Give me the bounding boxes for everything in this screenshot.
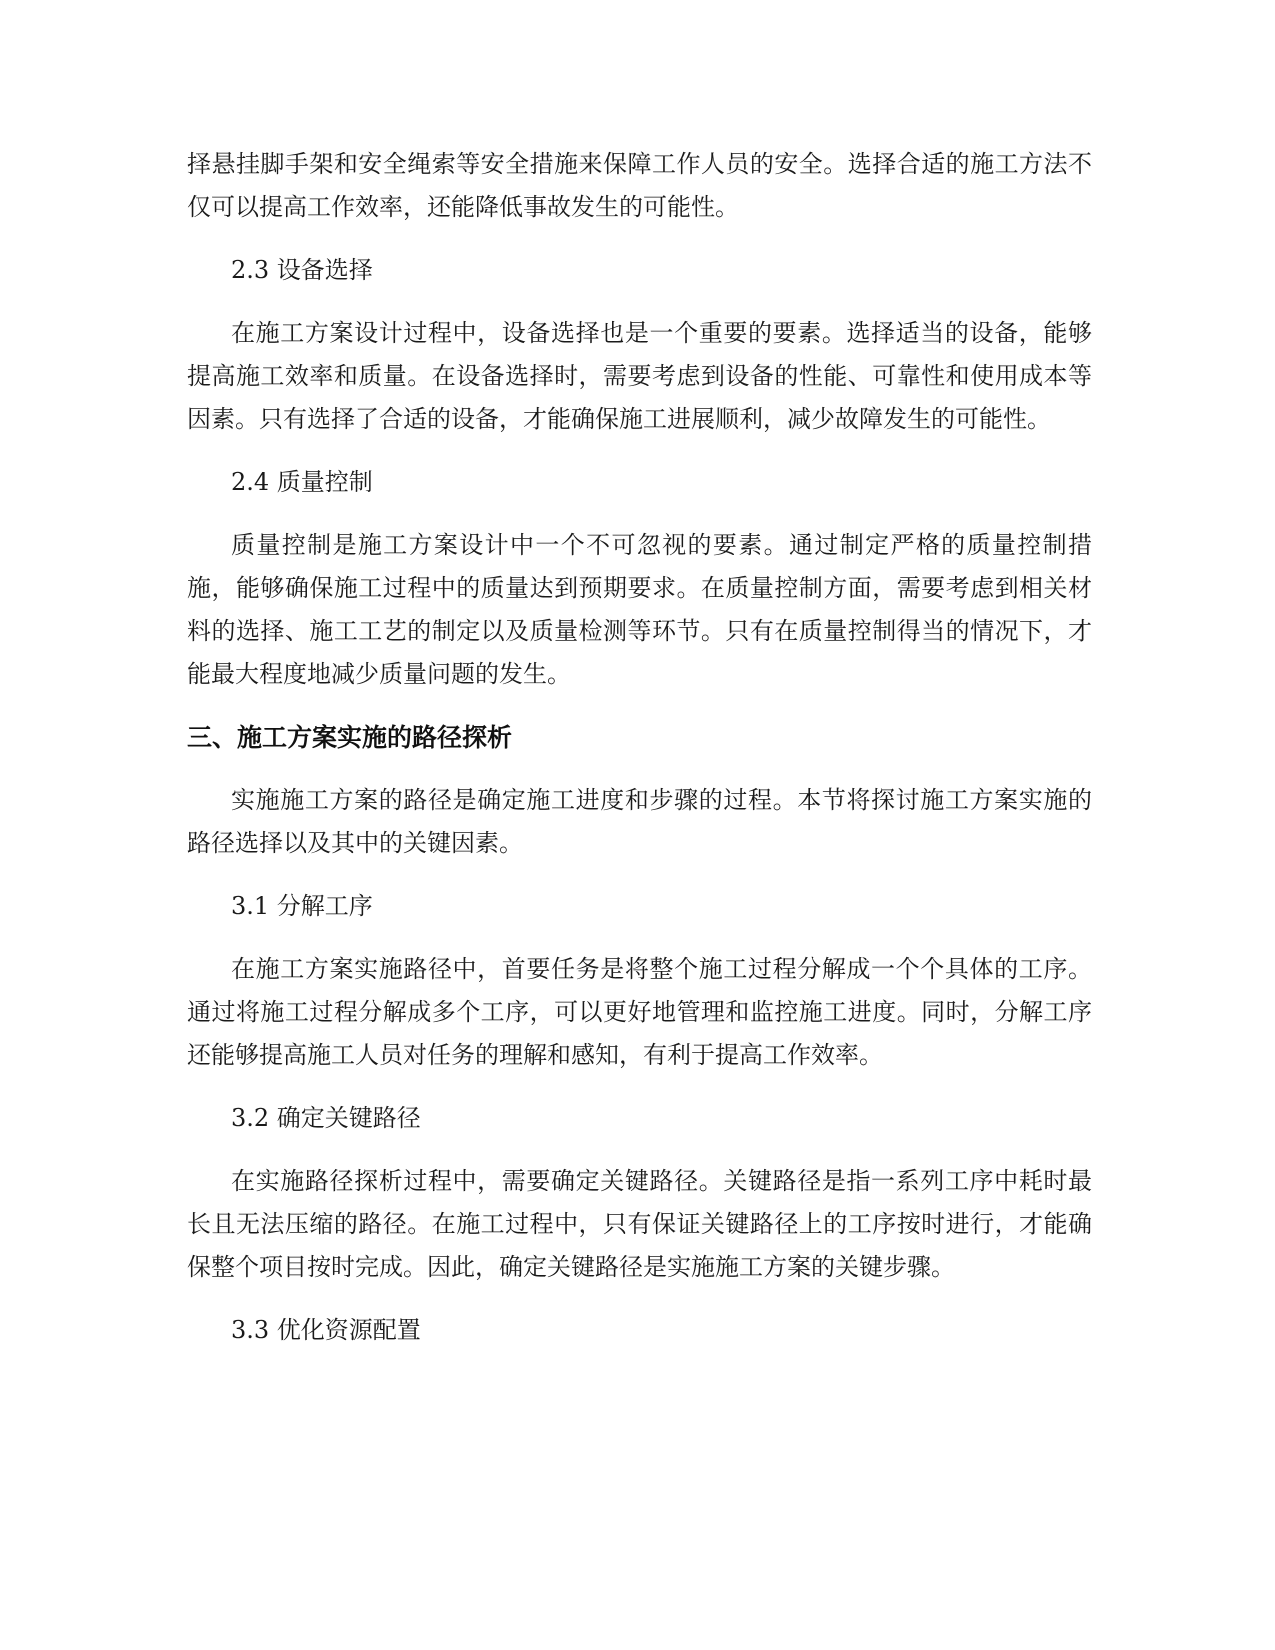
paragraph-2-3: 在施工方案设计过程中，设备选择也是一个重要的要素。选择适当的设备，能够提高施工效率和质量。在设备选择时，需要考虑到设备的性能、可靠性和使用成本等因素。只有选择了合适的设备，才能确保施工进展顺利，减少故障发生的可能性。 <box>187 319 1092 433</box>
paragraph-3-2: 在实施路径探析过程中，需要确定关键路径。关键路径是指一系列工序中耗时最长且无法压缩的路径。在施工过程中，只有保证关键路径上的工序按时进行，才能确保整个项目按时完成。因此，确定关键路径是实施施工方案的关键步骤。 <box>187 1167 1092 1281</box>
subheading-2-3: 2.3 设备选择 <box>231 256 373 284</box>
paragraph-2-4: 质量控制是施工方案设计中一个不可忽视的要素。通过制定严格的质量控制措施，能够确保施工过程中的质量达到预期要求。在质量控制方面，需要考虑到相关材料的选择、施工工艺的制定以及质量检测等环节。只有在质量控制得当的情况下，才能最大程度地减少质量问题的发生。 <box>187 531 1092 688</box>
subheading-3-3: 3.3 优化资源配置 <box>231 1316 421 1344</box>
subheading-2-4: 2.4 质量控制 <box>231 468 373 496</box>
paragraph-3-intro: 实施施工方案的路径是确定施工进度和步骤的过程。本节将探讨施工方案实施的路径选择以及其中的关键因素。 <box>187 786 1092 857</box>
paragraph-continued: 择悬挂脚手架和安全绳索等安全措施来保障工作人员的安全。选择合适的施工方法不仅可以提高工作效率，还能降低事故发生的可能性。 <box>187 150 1092 221</box>
subheading-3-2: 3.2 确定关键路径 <box>231 1104 421 1132</box>
section-heading-3: 三、施工方案实施的路径探析 <box>187 723 513 752</box>
paragraph-3-1: 在施工方案实施路径中，首要任务是将整个施工过程分解成一个个具体的工序。通过将施工过程分解成多个工序，可以更好地管理和监控施工进度。同时，分解工序还能够提高施工人员对任务的理解和感知，有利于提高工作效率。 <box>187 955 1092 1069</box>
subheading-3-1: 3.1 分解工序 <box>231 892 373 920</box>
document-body <box>187 143 1092 1372</box>
